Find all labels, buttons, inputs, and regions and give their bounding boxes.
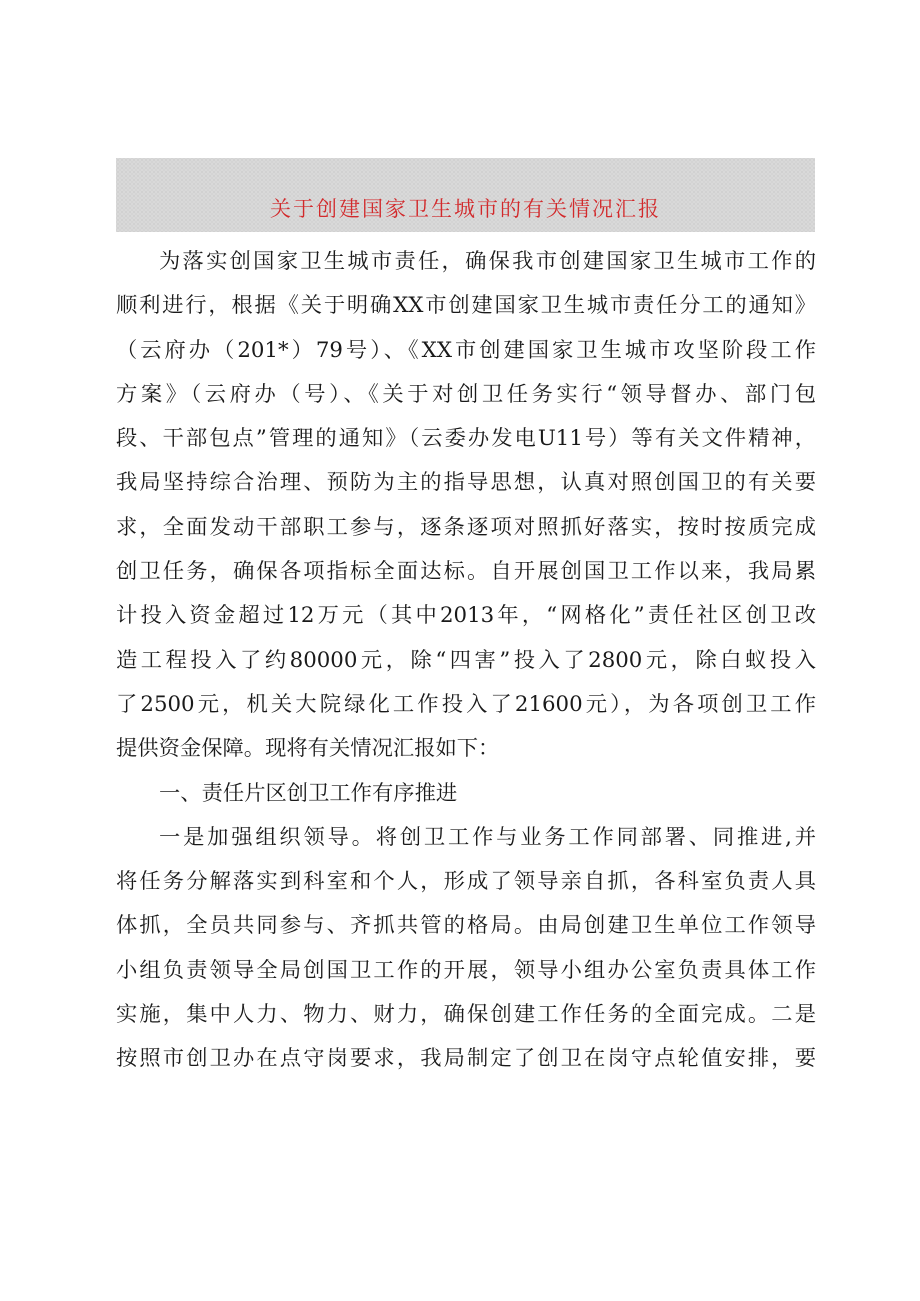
text-line: （云府办（201*）79号）、《XX市创建国家卫生城市攻坚阶段工作	[116, 337, 816, 363]
document-title: 关于创建国家卫生城市的有关情况汇报	[270, 197, 661, 221]
text-line: 实施，集中人力、物力、财力，确保创建工作任务的全面完成。二是	[116, 1002, 816, 1028]
text-line: 求，全面发动干部职工参与，逐条逐项对照抓好落实，按时按质完成	[116, 514, 816, 540]
text-line: 我局坚持综合治理、预防为主的指导思想，认真对照创国卫的有关要	[116, 470, 816, 496]
text-line: 小组负责领导全局创国卫工作的开展，领导小组办公室负责具体工作	[116, 957, 816, 983]
text-line: 计投入资金超过12万元（其中2013年，“网格化”责任社区创卫改	[116, 603, 816, 629]
text-line: 体抓，全员共同参与、齐抓共管的格局。由局创建卫生单位工作领导	[116, 913, 816, 939]
text-line: 按照市创卫办在点守岗要求，我局制定了创卫在岗守点轮值安排，要	[116, 1046, 816, 1072]
document-body	[116, 240, 816, 1082]
text-line: 将任务分解落实到科室和个人，形成了领导亲自抓，各科室负责人具	[116, 869, 816, 895]
text-line: 一是加强组织领导。将创卫工作与业务工作同部署、同推进,并	[159, 824, 816, 850]
text-line: 顺利进行，根据《关于明确XX市创建国家卫生城市责任分工的通知》	[116, 293, 816, 319]
text-line: 了2500元，机关大院绿化工作投入了21600元），为各项创卫工作	[116, 691, 816, 717]
section-heading: 一、责任片区创卫工作有序推进	[159, 780, 458, 806]
title-band	[116, 158, 815, 232]
text-line: 为落实创国家卫生城市责任，确保我市创建国家卫生城市工作的	[159, 249, 816, 274]
text-line: 段、干部包点”管理的通知》（云委办发电U11号）等有关文件精神，	[116, 426, 816, 452]
text-line: 方案》（云府办（号）、《关于对创卫任务实行“领导督办、部门包	[116, 381, 816, 407]
text-line: 提供资金保障。现将有关情况汇报如下：	[116, 736, 500, 762]
text-line: 创卫任务，确保各项指标全面达标。自开展创国卫工作以来，我局累	[116, 559, 816, 585]
text-line: 造工程投入了约80000元，除“四害”投入了2800元，除白蚁投入	[116, 647, 816, 673]
